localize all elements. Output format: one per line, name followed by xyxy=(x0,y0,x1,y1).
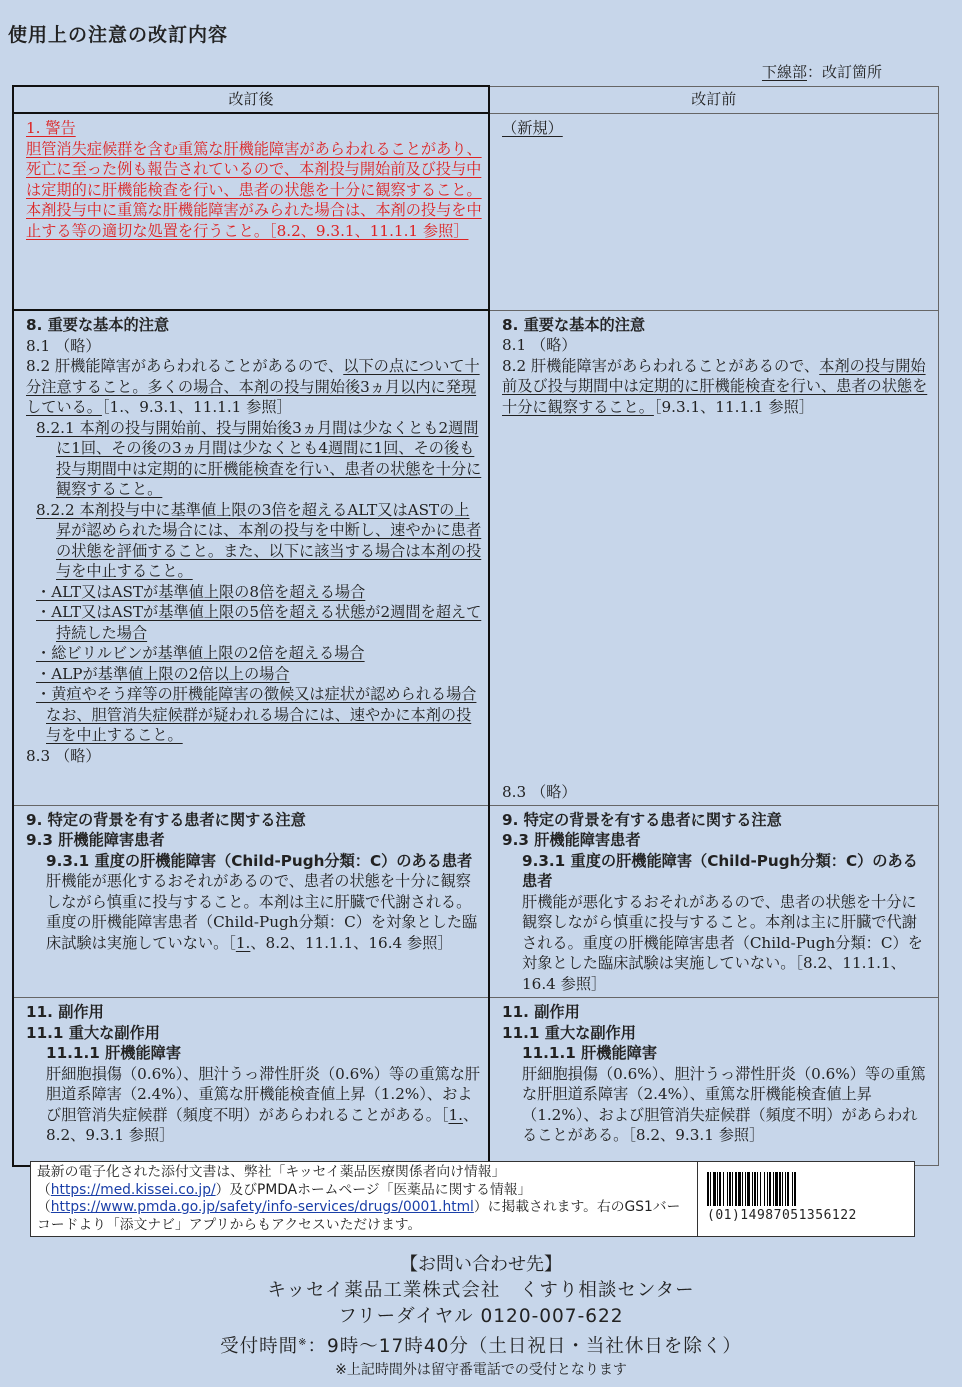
contact-heading: 【お問い合わせ先】 xyxy=(400,1254,562,1275)
section11-1-before: 11.1 重大な副作用 xyxy=(502,1023,636,1042)
section11-ref-added: 1. xyxy=(448,1105,463,1124)
section11-body xyxy=(26,1064,482,1146)
pmda-link[interactable]: https://www.pmda.go.jp/safety/info-services/drugs/0001.html xyxy=(50,1199,474,1215)
bullet-item: ・ALT又はASTが基準値上限の8倍を超える場合 xyxy=(36,582,366,601)
section9-ref-rest: 、8.2、11.1.1、16.4 参照］ xyxy=(250,933,453,952)
section11-before-cell xyxy=(489,998,938,1166)
bullet-item: ・黄疸やそう痒等の肝機能障害の徴候又は症状が認められる場合 xyxy=(36,685,477,703)
barcode-number: (01)14987051356122 xyxy=(707,1208,857,1223)
page-title: 使用上の注意の改訂内容 xyxy=(8,24,229,46)
section8-2 xyxy=(26,356,482,418)
section11-heading-before: 11. 副作用 xyxy=(502,1003,580,1021)
contact-freedial: フリーダイヤル 0120-007-622 xyxy=(338,1306,624,1327)
section8-3-before: 8.3 （略） xyxy=(502,783,577,801)
section9-3-before: 9.3 肝機能障害患者 xyxy=(502,831,641,849)
section9-3: 9.3 肝機能障害患者 xyxy=(26,831,165,849)
header-after: 改訂後 xyxy=(13,86,489,113)
section9-3-1: 9.3.1 重度の肝機能障害（Child-Pugh分類：C）のある患者 xyxy=(46,851,473,870)
section9-3-1-before: 9.3.1 重度の肝機能障害（Child-Pugh分類：C）のある患者 xyxy=(522,851,918,890)
section8-2-before xyxy=(502,356,932,418)
header-before: 改訂前 xyxy=(489,86,938,113)
section9-ref-open: ［ xyxy=(228,933,236,952)
section9-body-text: 肝機能が悪化するおそれがあるので、患者の状態を十分に観察しながら慎重に投与すること。本剤は主に肝臓で代謝される。重度の肝機能障害患者（Child-Pugh分類：C）を対象とした臨床試験は実施していない。 xyxy=(46,872,478,952)
section9-before-cell xyxy=(489,805,938,998)
warning-heading: 1. 警告 xyxy=(26,119,76,137)
bullet-item: ・総ビリルビンが基準値上限の2倍を超える場合 xyxy=(36,644,365,662)
legend-underlined: 下線部 xyxy=(761,63,807,81)
section9-heading-before: 9. 特定の背景を有する患者に関する注意 xyxy=(502,810,782,829)
section8-heading-before: 8. 重要な基本的注意 xyxy=(502,315,646,334)
info-paren: （ xyxy=(37,1181,51,1198)
section8-2-underlined: 以下の点について十分注意すること。多くの場合、本剤の投与開始後3ヵ月以内に発現している。 xyxy=(26,357,480,416)
bullet-item: ・ALT又はASTが基準値上限の5倍を超える状態が2週間を超えて持続した場合 xyxy=(36,603,482,642)
section8-after-cell xyxy=(13,310,489,805)
section9-ref-added: 1. xyxy=(235,933,251,952)
section9-heading: 9. 特定の背景を有する患者に関する注意 xyxy=(26,810,306,829)
section9-after-cell xyxy=(13,805,489,998)
contact-section xyxy=(0,1252,962,1380)
section9-ref-before: ［8.2、11.1.1、16.4 参照］ xyxy=(522,954,906,993)
hours-mark: ※ xyxy=(298,1337,308,1348)
section11-body-before-text: 肝細胞損傷（0.6%）、胆汁うっ滞性肝炎（0.6%）等の重篤な肝胆道系障害（2.4%）、重篤な肝機能検査値上昇（1.2%）、および胆管消失症候群（頻度不明）があらわれることがある。 xyxy=(522,1064,926,1144)
section8-before-cell xyxy=(489,310,938,805)
warning-before-text: （新規） xyxy=(502,118,563,137)
info-tail: ）に掲載されます。右のGS1バーコードより「添文ナビ」アプリからもアクセスいただけます。 xyxy=(37,1199,681,1233)
document-info-box xyxy=(30,1161,915,1237)
barcode-bars xyxy=(707,1172,902,1206)
section11-heading: 11. 副作用 xyxy=(26,1003,104,1021)
section8-1: 8.1 （略） xyxy=(26,336,101,355)
warning-after-cell xyxy=(13,113,489,310)
info-mid: ）及びPMDAホームページ「医薬品に関する情報」 xyxy=(215,1181,532,1198)
revision-legend xyxy=(762,61,882,82)
section11-ref-rest: 、8.2、9.3.1 参照］ xyxy=(46,1105,479,1144)
info-divider xyxy=(697,1162,698,1236)
section11-1-1: 11.1.1 肝機能障害 xyxy=(46,1044,182,1062)
section8-1-before: 8.1 （略） xyxy=(502,336,577,354)
section11-1: 11.1 重大な副作用 xyxy=(26,1023,160,1042)
warning-body: 胆管消失症候群を含む重篤な肝機能障害があらわれることがあり、死亡に至った例も報告されているので、本剤投与開始前及び投与中は定期的に肝機能検査を行い、患者の状態を十分に観察すること。本剤投与中に重篤な肝機能障害がみられた場合は、本剤の投与を中止する等の適切な処置を行うこと。［8.2、9.3.1、11.1.1 参照］ xyxy=(26,139,482,240)
section8-2-ref: ［1.、9.3.1、11.1.1 参照］ xyxy=(101,398,292,416)
gs1-barcode xyxy=(707,1172,902,1228)
barcode-bar xyxy=(796,1172,797,1206)
section8-3: 8.3 （略） xyxy=(26,746,101,765)
contact-hours xyxy=(0,1330,962,1360)
kissei-link[interactable]: https://med.kissei.co.jp/ xyxy=(50,1181,216,1198)
section11-1-1-before: 11.1.1 肝機能障害 xyxy=(522,1044,658,1062)
section11-body-text: 肝細胞損傷（0.6%）、胆汁うっ滞性肝炎（0.6%）等の重篤な肝胆道系障害（2.4%）、重篤な肝機能検査値上昇（1.2%）、および胆管消失症候群（頻度不明）があらわれることがある。 xyxy=(46,1064,481,1124)
hours-label: 受付時間 xyxy=(220,1336,299,1358)
revision-table xyxy=(12,85,939,1167)
section8-2-2: 8.2.2 本剤投与中に基準値上限の3倍を超えるALT又はASTの上昇が認められた場合には、本剤の投与を中断し、速やかに患者の状態を評価すること。また、以下に該当する場合は本剤の投与を中止すること。 xyxy=(36,500,482,580)
section8-2-before-plain: 8.2 肝機能障害があらわれることがあるので、 xyxy=(502,356,820,375)
bullet-item: ・ALPが基準値上限の2倍以上の場合 xyxy=(36,664,290,683)
section8-2-before-underlined: 本剤の投与開始前及び投与期間中は定期的に肝機能検査を行い、患者の状態を十分に観察すること。 xyxy=(502,356,928,416)
info-line1: 最新の電子化された添付文書は、弊社「キッセイ薬品医療関係者向け情報」 xyxy=(37,1164,506,1180)
info-text xyxy=(37,1164,687,1234)
contact-note: ※上記時間外は留守番電話での受付となります xyxy=(335,1362,627,1379)
legend-text: ：改訂箇所 xyxy=(806,63,882,81)
section9-body xyxy=(26,871,482,953)
section8-heading: 8. 重要な基本的注意 xyxy=(26,316,170,334)
section9-body-before-text: 肝機能が悪化するおそれがあるので、患者の状態を十分に観察しながら慎重に投与すること。本剤は主に肝臓で代謝される。重度の肝機能障害患者（Child-Pugh分類：C）を対象とした臨床試験は実施していない。 xyxy=(522,892,923,972)
section11-ref-before: ［8.2、9.3.1 参照］ xyxy=(628,1126,765,1144)
section8-2-before-ref: ［9.3.1、11.1.1 参照］ xyxy=(653,397,814,416)
warning-before-cell xyxy=(489,113,938,310)
closing-note: なお、胆管消失症候群が疑われる場合には、速やかに本剤の投与を中止すること。 xyxy=(46,705,472,744)
section11-ref-open: ［ xyxy=(440,1105,449,1124)
section11-after-cell xyxy=(13,998,489,1166)
section8-2-plain: 8.2 肝機能障害があらわれることがあるので、 xyxy=(26,357,344,375)
hours-value: ：9時～17時40分（土日祝日・当社休日を除く） xyxy=(307,1336,742,1358)
section11-body-before xyxy=(502,1064,932,1146)
section8-2-1: 8.2.1 本剤の投与開始前、投与開始後3ヵ月間は少なくとも2週間に1回、その後の3ヵ月間は少なくとも4週間に1回、その後も投与期間中は定期的に肝機能検査を行い、患者の状態を十分に観察すること。 xyxy=(36,418,482,498)
info-paren: （ xyxy=(37,1199,51,1215)
section9-body-before xyxy=(502,892,932,995)
contact-company: キッセイ薬品工業株式会社 くすり相談センター xyxy=(267,1280,695,1301)
